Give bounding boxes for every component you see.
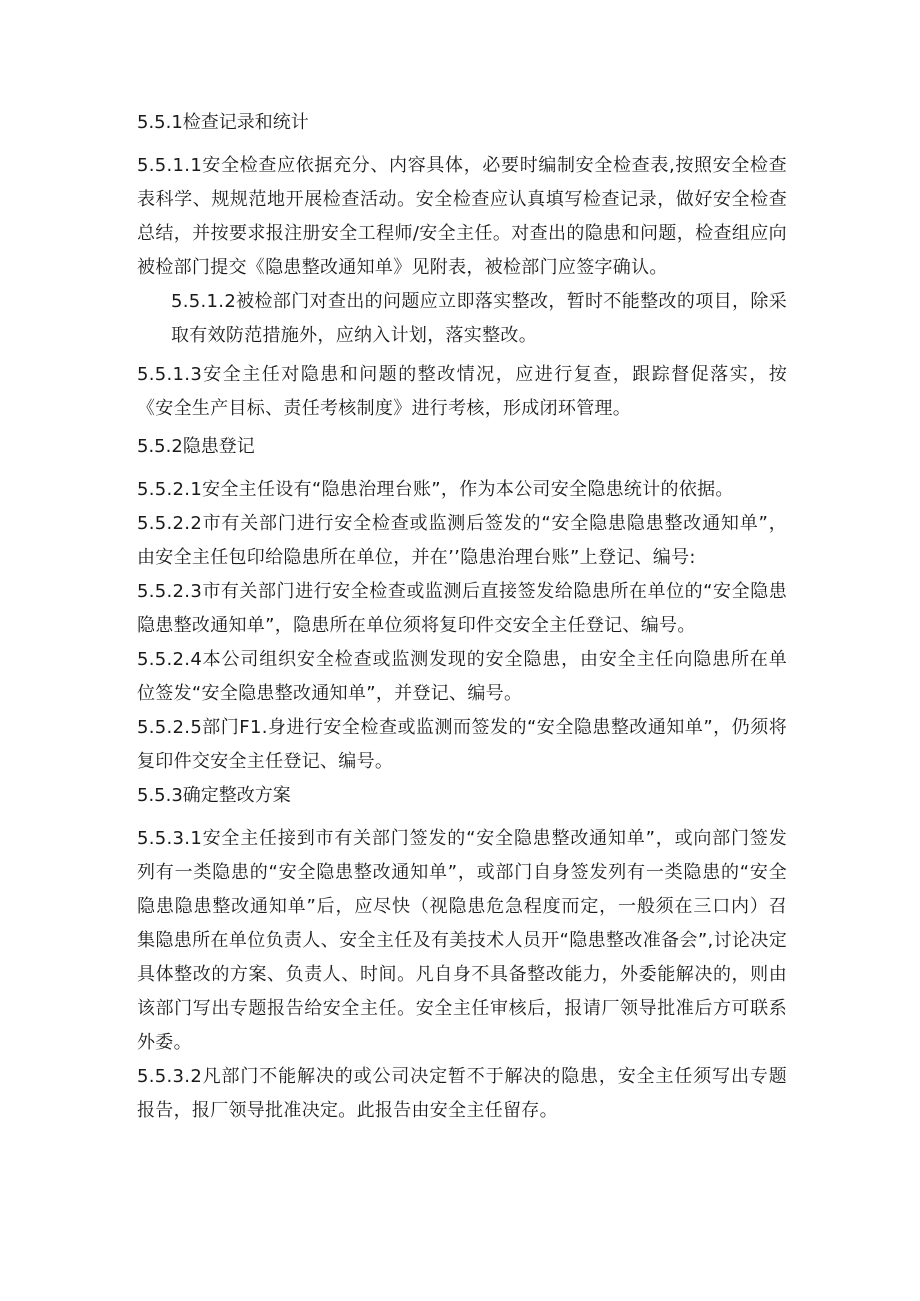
section-heading-5-5-3: 5.5.3确定整改方案 <box>137 785 291 806</box>
paragraph-5-5-2-1: 5.5.2.1安全主任设有“隐患治理台账”，作为本公司安全隐患统计的依据。 <box>137 479 734 500</box>
section-heading-5-5-1: 5.5.1检查记录和统计 <box>137 112 309 133</box>
paragraph-5-5-2-4: 5.5.2.4本公司组织安全检查或监测发现的安全隐患，由安全主任向隐患所在单位签发“安全隐患整改通知单”，并登记、编号。 <box>137 649 787 704</box>
document-body <box>137 106 787 1128</box>
paragraph-5-5-1-1: 5.5.1.1安全检查应依据充分、内容具体，必要时编制安全检查表,按照安全检查表科学、规规范地开展检查活动。安全检查应认真填写检查记录，做好安全检查总结，并按要求报注册安全工程师/安全主任。对查出的隐患和问题，检查组应向被检部门提交《隐患整改通知单》见附表，被检部门应签字确认。 <box>137 155 787 278</box>
paragraph-5-5-2-2: 5.5.2.2市有关部门进行安全检查或监测后签发的“安全隐患隐患整改通知单”，由安全主任包印给隐患所在单位，并在’’隐患治理台账”上登记、编号: <box>137 513 787 568</box>
section-heading-5-5-2: 5.5.2隐患登记 <box>137 436 255 457</box>
paragraph-5-5-1-3: 5.5.1.3安全主任对隐患和问题的整改情况，应进行复查，跟踪督促落实，按《安全生产目标、责任考核制度》进行考核，形成闭环管理。 <box>137 364 787 419</box>
paragraph-5-5-3-1: 5.5.3.1安全主任接到市有关部门签发的“安全隐患整改通知单”，或向部门签发列有一类隐患的“安全隐患整改通知单”，或部门自身签发列有一类隐患的“安全隐患隐患整改通知单”后，应尽快（视隐患危急程度而定，一般须在三口内）召集隐患所在单位负责人、安全主任及有美技术人员开“隐患整改准备会”,讨论决定具体整改的方案、负责人、时间。凡自身不具备整改能力，外委能解决的，则由该部门写出专题报告给安全主任。安全主任审核后，报请厂领导批准后方可联系外委。 <box>137 828 787 1053</box>
indented-block <box>171 285 787 353</box>
paragraph-5-5-1-2: 5.5.1.2被检部门对查出的问题应立即落实整改，暂时不能整改的项目，除采取有效防范措施外，应纳入计划，落实整改。 <box>171 291 787 346</box>
paragraph-5-5-2-3: 5.5.2.3市有关部门进行安全检查或监测后直接签发给隐患所在单位的“安全隐患隐患整改通知单”，隐患所在单位须将复印件交安全主任登记、编号。 <box>137 581 787 636</box>
paragraph-5-5-2-5: 5.5.2.5部门F1.身进行安全检查或监测而签发的“安全隐患整改通知单”，仍须将复印件交安全主任登记、编号。 <box>137 717 787 772</box>
paragraph-5-5-3-2: 5.5.3.2凡部门不能解决的或公司决定暂不于解决的隐患，安全主任须写出专题报告，报厂领导批准决定。此报告由安全主任留存。 <box>137 1066 787 1121</box>
